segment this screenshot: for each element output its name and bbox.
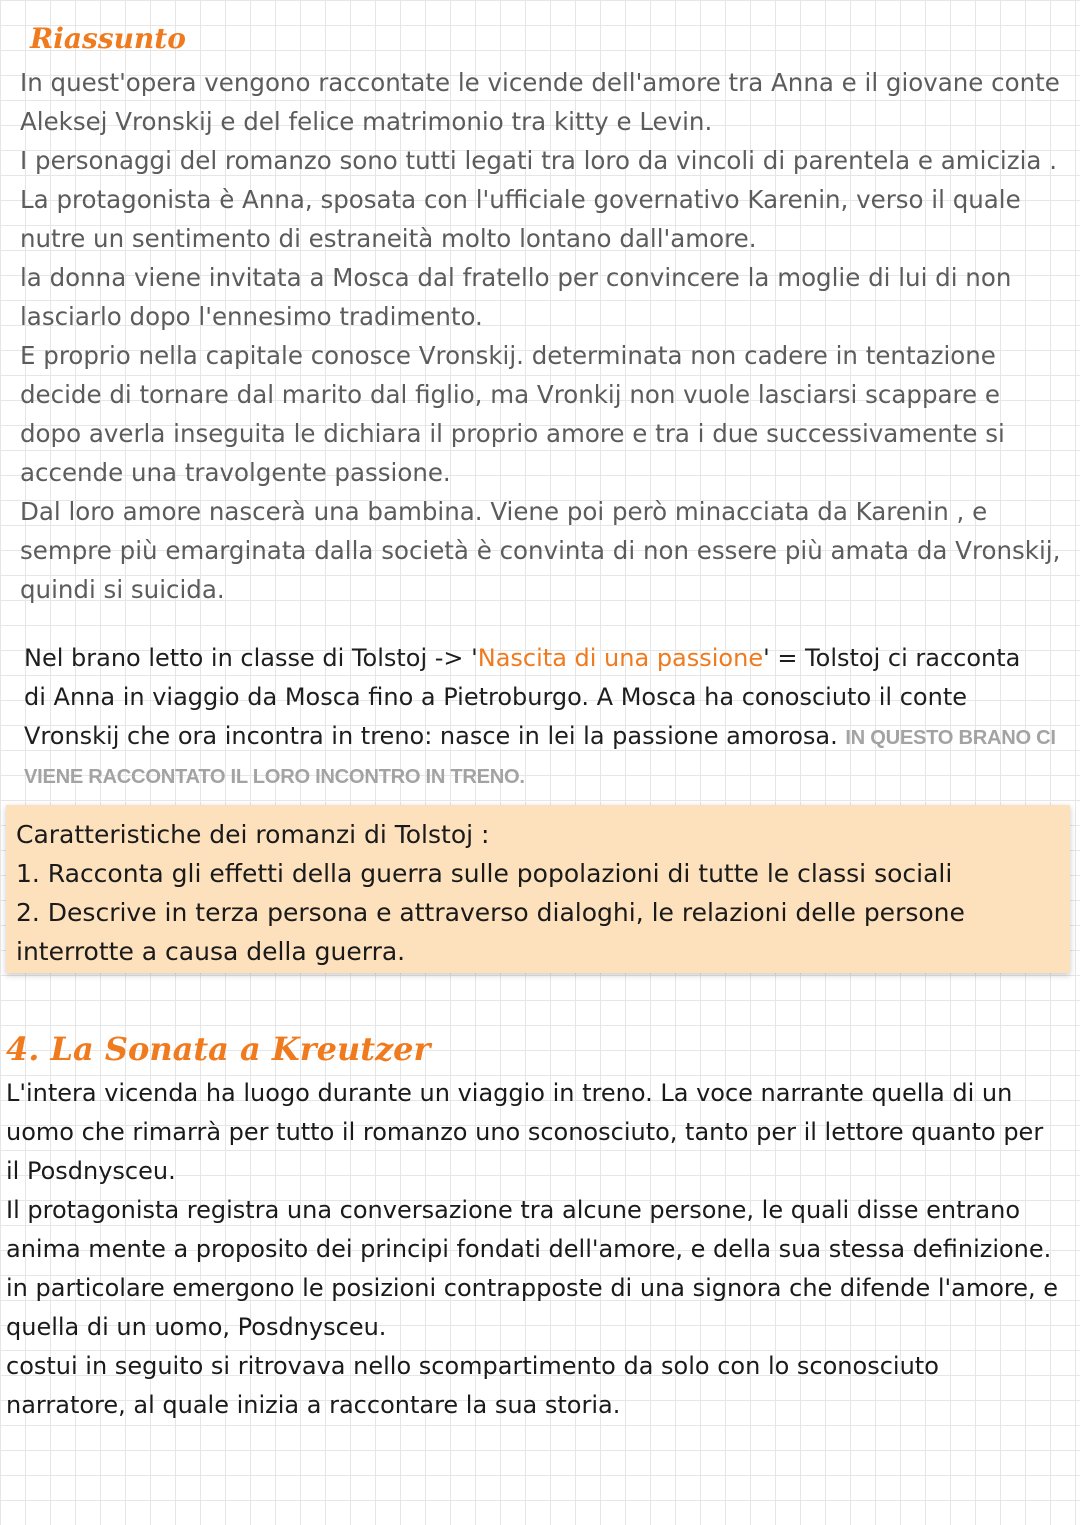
riassunto-line: la donna viene invitata a Mosca dal fratello per convincere la moglie di lui di non	[20, 263, 1012, 292]
caratteristiche-line: 1. Racconta gli effetti della guerra sulle popolazioni di tutte le classi sociali	[16, 859, 953, 888]
brano-line-suffix: ' = Tolstoj ci racconta	[763, 644, 1021, 672]
riassunto-line: nutre un sentimento di estraneità molto lontano dall'amore.	[20, 224, 757, 253]
sonata-line: Il protagonista registra una conversazione tra alcune persone, le quali disse entrano	[6, 1196, 1020, 1224]
brano-line	[24, 717, 1056, 756]
sonata-line: in particolare emergono le posizioni contrapposte di una signora che difende l'amore, e	[6, 1274, 1059, 1302]
sonata-line: L'intera vicenda ha luogo durante un viaggio in treno. La voce narrante quella di un	[6, 1079, 1013, 1107]
caratteristiche-line: 2. Descrive in terza persona e attraverso dialoghi, le relazioni delle persone	[16, 898, 965, 927]
brano-text	[24, 639, 1056, 795]
sonata-heading: 4. La Sonata a Kreutzer	[6, 1030, 431, 1068]
riassunto-line: In quest'opera vengono raccontate le vicende dell'amore tra Anna e il giovane conte	[20, 68, 1060, 97]
brano-caps-note: VIENE RACCONTATO IL LORO INCONTRO IN TRENO.	[24, 766, 525, 788]
sonata-line: narratore, al quale inizia a raccontare la sua storia.	[6, 1391, 621, 1419]
sonata-line: quella di un uomo, Posdnysceu.	[6, 1313, 387, 1341]
brano-line	[24, 639, 1056, 678]
brano-line: di Anna in viaggio da Mosca fino a Pietroburgo. A Mosca ha conosciuto il conte	[24, 683, 967, 711]
brano-line-prefix: Nel brano letto in classe di Tolstoj -> '	[24, 644, 478, 672]
sonata-line: anima mente a proposito dei principi fondati dell'amore, e della sua stessa definizione.	[6, 1235, 1052, 1263]
caratteristiche-box	[6, 805, 1070, 973]
riassunto-line: sempre più emarginata dalla società è convinta di non essere più amata da Vronskij,	[20, 536, 1061, 565]
brano-line-text: Vronskij che ora incontra in treno: nasce in lei la passione amorosa.	[24, 722, 846, 750]
riassunto-line: E proprio nella capitale conosce Vronskij. determinata non cadere in tentazione	[20, 341, 996, 370]
sonata-line: il Posdnysceu.	[6, 1157, 176, 1185]
brano-title: Nascita di una passione	[477, 644, 764, 672]
riassunto-line: I personaggi del romanzo sono tutti legati tra loro da vincoli di parentela e amicizia .	[20, 146, 1057, 175]
riassunto-line: decide di tornare dal marito dal figlio, ma Vronkij non vuole lasciarsi scappare e	[20, 380, 1000, 409]
riassunto-line: Aleksej Vronskij e del felice matrimonio tra kitty e Levin.	[20, 107, 713, 136]
riassunto-line: La protagonista è Anna, sposata con l'ufficiale governativo Karenin, verso il quale	[20, 185, 1021, 214]
brano-line	[24, 756, 1056, 795]
riassunto-line: lasciarlo dopo l'ennesimo tradimento.	[20, 302, 483, 331]
sonata-line: costui in seguito si ritrovava nello scompartimento da solo con lo sconosciuto	[6, 1352, 939, 1380]
caratteristiche-line: Caratteristiche dei romanzi di Tolstoj :	[16, 820, 490, 849]
brano-caps-note: IN QUESTO BRANO CI	[845, 727, 1056, 749]
caratteristiche-line: interrotte a causa della guerra.	[16, 937, 406, 966]
sonata-text	[6, 1074, 1058, 1425]
sonata-line: uomo che rimarrà per tutto il romanzo uno sconosciuto, tanto per il lettore quanto per	[6, 1118, 1044, 1146]
riassunto-line: Dal loro amore nascerà una bambina. Viene poi però minacciata da Karenin , e	[20, 497, 988, 526]
riassunto-line: quindi si suicida.	[20, 575, 225, 604]
riassunto-text	[20, 63, 1060, 609]
riassunto-line: dopo averla inseguita le dichiara il proprio amore e tra i due successivamente si	[20, 419, 1005, 448]
riassunto-heading: Riassunto	[30, 22, 186, 55]
riassunto-line: accende una travolgente passione.	[20, 458, 451, 487]
caratteristiche-text	[16, 815, 965, 971]
